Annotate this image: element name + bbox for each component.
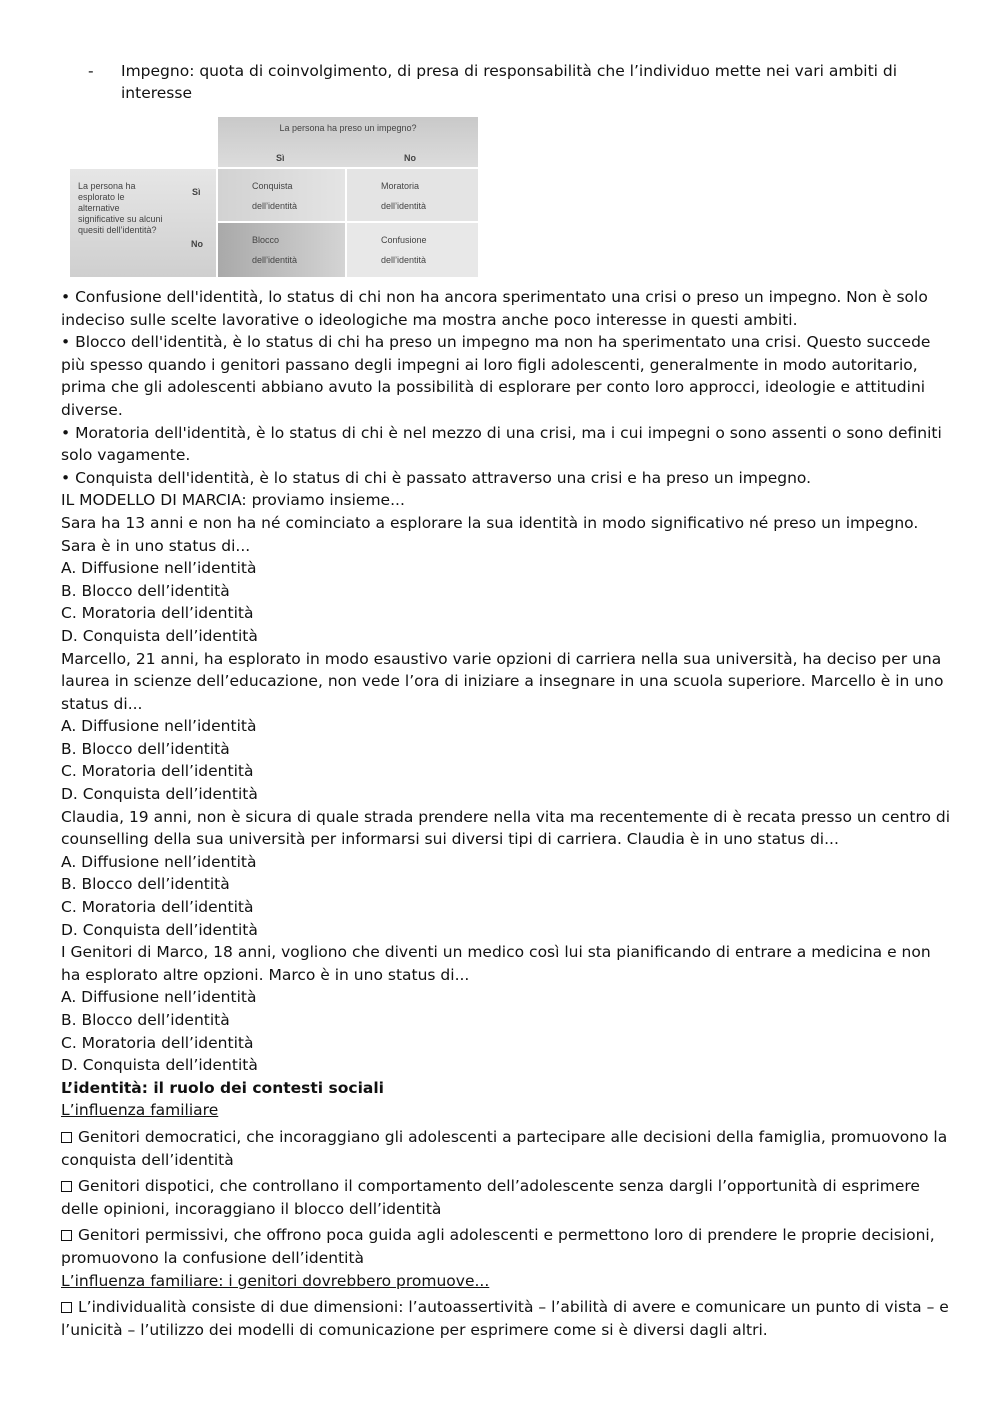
cell-sublabel: dell’identità (381, 201, 427, 211)
answer-option: B. Blocco dell’identità (61, 581, 230, 600)
answer-option: D. Conquista dell’identità (61, 920, 258, 939)
cell-conquista (218, 169, 345, 221)
section-title: L’identità: il ruolo dei contesti sociali (61, 1078, 384, 1097)
question-sara: Sara ha 13 anni e non ha né cominciato a esplorare la sua identità in modo significativo né preso un impegno. Sara è in uno status di... (61, 513, 919, 555)
column-si: Sì (276, 153, 285, 163)
impegno-item (88, 60, 908, 104)
answer-option: D. Conquista dell’identità (61, 785, 258, 804)
figure-row-header (70, 169, 216, 277)
bullet-blocco: • Blocco dell'identità, è lo status di chi ha preso un impegno ma non ha sperimentato una crisi. Questo succede più spesso quando i genitori passano degli impegni ai loro figli adolescenti, generalmente in modo autoritario, prima che gli adolescenti abbiano avuto la possibilità di esplorare per conto loro approcci, ideologie e attitudini diverse. (61, 333, 931, 419)
document-body (61, 286, 951, 1341)
bullet-conquista: • Conquista dell'identità, è lo status di chi è passato attraverso una crisi e ha preso un impegno. (61, 468, 812, 487)
family-item (61, 1126, 951, 1171)
family-item-text: Genitori permissivi, che offrono poca guida agli adolescenti e permettono loro di prendere le proprie decisioni, promuovono la confusione dell’identità (61, 1226, 935, 1267)
question-marco: I Genitori di Marco, 18 anni, vogliono che diventi un medico così lui sta pianificando di entrare a medicina e non ha esplorato altre opzioni. Marco è in uno status di... (61, 943, 931, 984)
figure-column-header (218, 117, 478, 167)
cell-label: Conquista (252, 181, 293, 191)
marcia-title: IL MODELLO DI MARCIA: proviamo insieme... (61, 491, 405, 510)
family-item (61, 1175, 951, 1220)
answer-option: B. Blocco dell’identità (61, 1011, 230, 1029)
question-claudia: Claudia, 19 anni, non è sicura di quale strada prendere nella vita ma recentemente di è recata presso un centro di counselling della sua università per informarsi sui diversi tipi di carriera. Claudia è in uno status di... (61, 807, 951, 849)
dash-marker: - (88, 62, 94, 80)
row-no: No (191, 239, 203, 249)
answer-option: C. Moratoria dell’identità (61, 604, 254, 623)
answer-option: B. Blocco dell’identità (61, 739, 230, 758)
answer-option: A. Diffusione nell’identità (61, 852, 257, 871)
family-item-text: Genitori democratici, che incoraggiano gli adolescenti a partecipare alle decisioni della famiglia, promuovono la conquista dell’identità (61, 1127, 948, 1169)
answer-option: D. Conquista dell’identità (61, 626, 258, 645)
row-question: La persona ha esplorato le alternative significative su alcuni quesiti dell’identità? (78, 181, 163, 235)
answer-option: A. Diffusione nell’identità (61, 988, 257, 1007)
checkbox-icon (61, 1181, 72, 1192)
answer-option: A. Diffusione nell’identità (61, 559, 257, 578)
identity-status-figure (70, 117, 478, 277)
family-item-text: Genitori dispotici, che controllano il comportamento dell’adolescente senza dargli l’opportunità di esprimere delle opinioni, incoraggiano il blocco dell’identità (61, 1177, 920, 1218)
cell-confusione (347, 223, 478, 277)
subsection-parents-should: L’influenza familiare: i genitori dovrebbero promuove... (61, 1271, 490, 1290)
question-marcello: Marcello, 21 anni, ha esplorato in modo esaustivo varie opzioni di carriera nella sua università, ha deciso per una laurea in scienze dell’educazione, non vede l’ora di iniziare a insegnare in una scuola superiore. Marcello è in uno status di... (61, 649, 944, 713)
checkbox-icon (61, 1302, 72, 1313)
subsection-family-influence: L’influenza familiare (61, 1101, 219, 1120)
family-item (61, 1224, 951, 1269)
checkbox-icon (61, 1132, 72, 1143)
cell-sublabel: dell’identità (381, 255, 427, 265)
cell-sublabel: dell’identità (252, 255, 298, 265)
answer-option: A. Diffusione nell’identità (61, 717, 257, 736)
row-si: Sì (192, 187, 201, 197)
column-no: No (404, 153, 416, 163)
cell-label: Confusione (381, 235, 427, 245)
cell-label: Blocco (252, 235, 280, 245)
cell-label: Moratoria (381, 181, 420, 191)
bullet-confusione: • Confusione dell'identità, lo status di chi non ha ancora sperimentato una crisi o preso un impegno. Non è solo indeciso sulle scelte lavorative o ideologiche ma mostra anche poco interesse in questi ambiti. (61, 288, 928, 329)
checkbox-icon (61, 1230, 72, 1241)
individuality-text: L’individualità consiste di due dimensioni: l’autoassertività – l’abilità di avere e comunicare un punto di vista – e l’unicità – l’utilizzo dei modelli di comunicazione per esprimere come si è diversi dagli altri. (61, 1298, 949, 1339)
individuality-item (61, 1296, 951, 1341)
answer-option: D. Conquista dell’identità (61, 1056, 258, 1075)
cell-blocco (218, 223, 345, 277)
bullet-moratoria: • Moratoria dell'identità, è lo status di chi è nel mezzo di una crisi, ma i cui impegni o sono assenti o sono definiti solo vagamente. (61, 423, 942, 465)
answer-option: C. Moratoria dell’identità (61, 762, 254, 781)
column-question: La persona ha preso un impegno? (279, 123, 417, 133)
cell-sublabel: dell’identità (252, 201, 298, 211)
impegno-text: Impegno: quota di coinvolgimento, di presa di responsabilità che l’individuo mette nei vari ambiti di interesse (121, 62, 898, 102)
answer-option: B. Blocco dell’identità (61, 875, 230, 894)
answer-option: C. Moratoria dell’identità (61, 898, 254, 917)
cell-moratoria (347, 169, 478, 221)
answer-option: C. Moratoria dell’identità (61, 1033, 254, 1052)
